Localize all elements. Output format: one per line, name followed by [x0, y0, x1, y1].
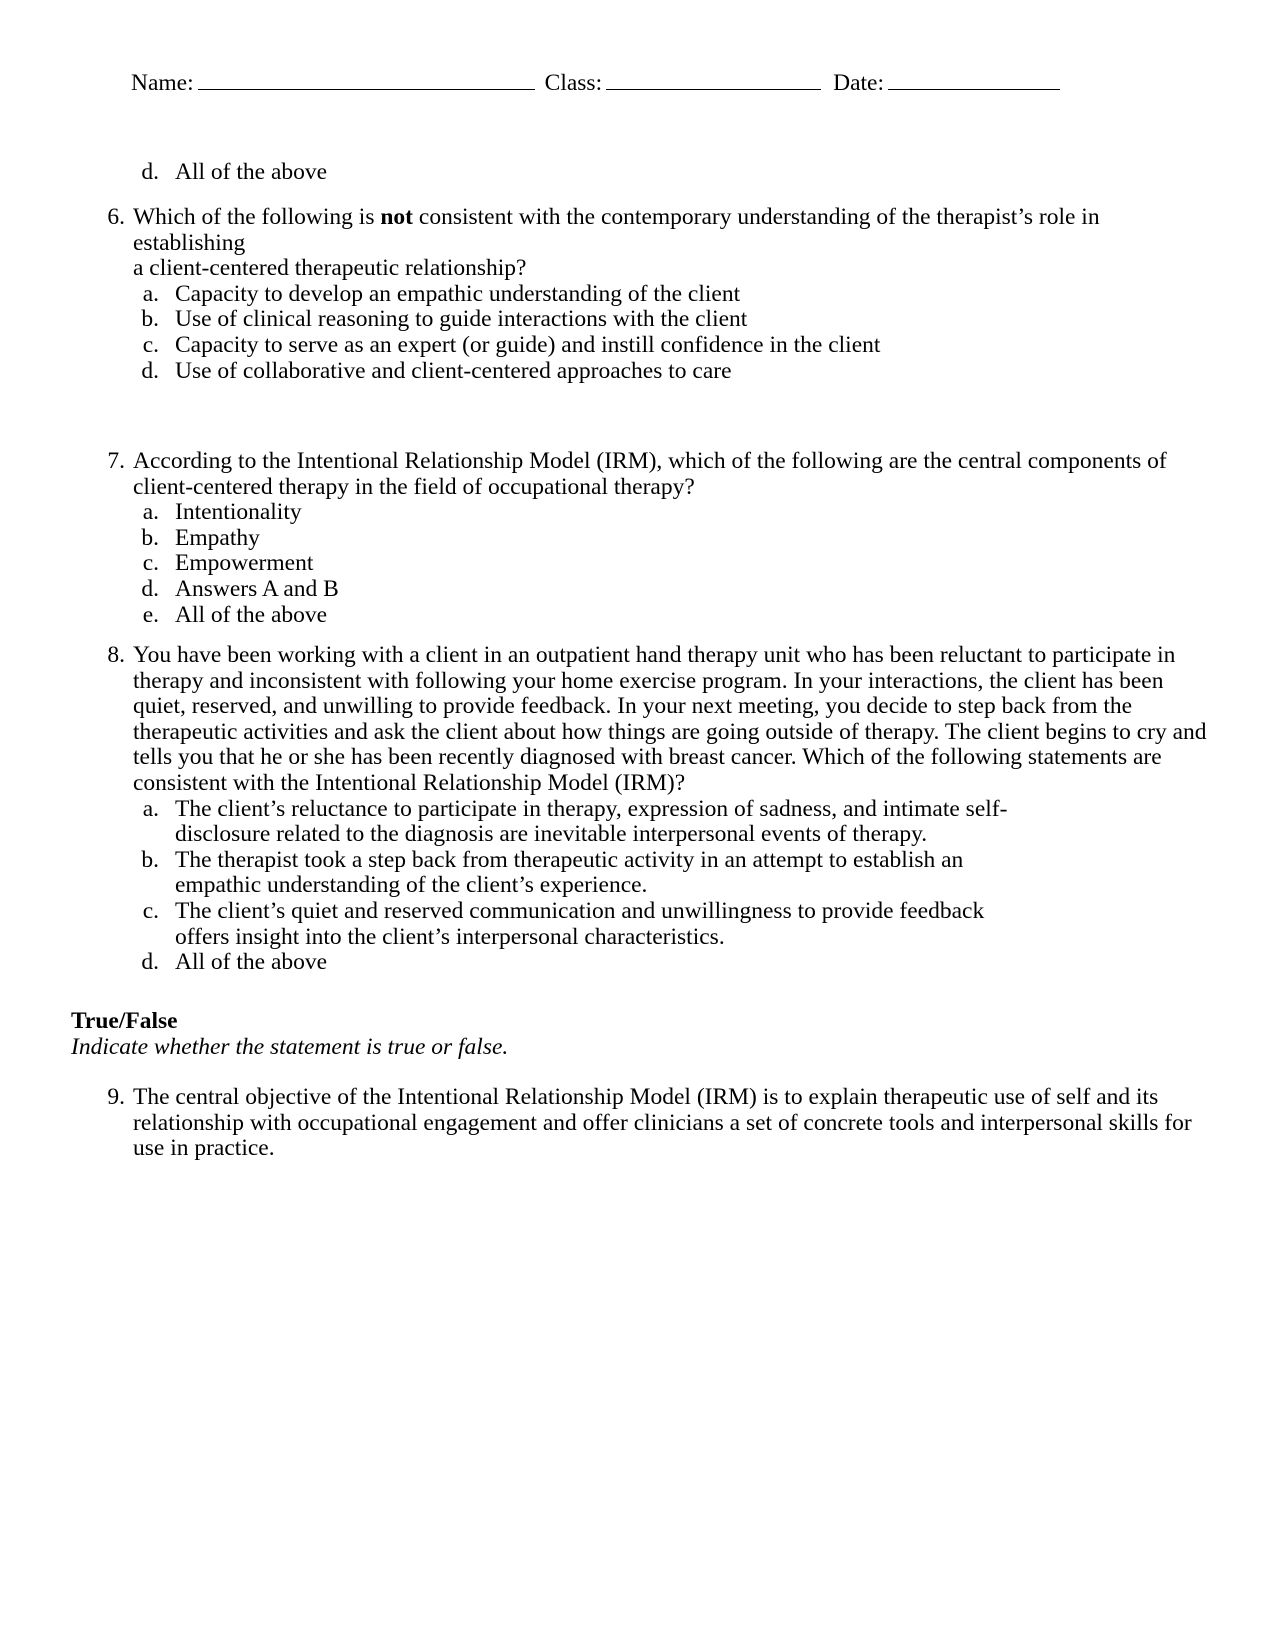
option-list	[133, 282, 1165, 384]
option-letter: e.	[142, 601, 159, 628]
option-letter: c.	[142, 550, 159, 577]
list-item[interactable]	[133, 500, 1155, 526]
option-text: Capacity to serve as an expert (or guide) and instill confidence in the client	[175, 331, 881, 358]
class-field	[545, 70, 821, 96]
option-list	[133, 500, 1165, 628]
list-item[interactable]	[133, 160, 1155, 186]
class-label: Class:	[544, 70, 603, 96]
question-stem-line-3: use in practice.	[133, 1135, 275, 1162]
list-item[interactable]	[133, 603, 1155, 629]
option-list	[133, 797, 1180, 976]
option-text: Use of collaborative and client-centered approaches to care	[175, 357, 732, 384]
question-7	[95, 449, 1165, 628]
option-letter: c.	[142, 897, 159, 924]
name-field	[131, 70, 535, 96]
list-item[interactable]	[133, 577, 1155, 603]
option-letter: d.	[141, 159, 159, 185]
section-heading-true-false: True/False	[71, 1008, 178, 1034]
list-item[interactable]	[133, 950, 1155, 976]
option-text: Empowerment	[175, 550, 314, 577]
orphan-option-block	[133, 160, 1145, 186]
list-item[interactable]	[133, 307, 1155, 333]
option-text: All of the above	[175, 601, 328, 628]
option-text-line-1: The client’s reluctance to participate in therapy, expression of sadness, and intimate self-	[175, 795, 1008, 822]
list-item[interactable]	[133, 848, 1155, 899]
question-stem	[95, 643, 1208, 797]
option-text: Use of clinical reasoning to guide interactions with the client	[175, 306, 748, 333]
option-letter: a.	[142, 795, 159, 822]
name-label: Name:	[131, 70, 194, 96]
question-stem-line-5: tells you that he or she has been recently diagnosed with breast cancer. Which of the following statements are	[133, 744, 1162, 771]
list-item[interactable]	[133, 282, 1155, 308]
option-letter: d.	[141, 357, 159, 384]
list-item[interactable]	[133, 797, 1155, 848]
stem-emphasis-not: not	[380, 204, 414, 230]
question-stem-line-4: therapeutic activities and ask the client about how things are going outside of therapy. The client begins to cry and	[133, 718, 1207, 745]
option-text: All of the above	[175, 949, 328, 976]
question-stem-line-1: The central objective of the Intentional Relationship Model (IRM) is to explain therapeutic use of self and its	[133, 1084, 1159, 1110]
name-blank-line[interactable]	[198, 70, 535, 90]
question-8	[95, 642, 1207, 976]
option-letter: d.	[141, 949, 159, 976]
question-stem-line-3: quiet, reserved, and unwilling to provide feedback. In your next meeting, you decide to step back from the	[133, 693, 1133, 720]
question-stem-line-2: relationship with occupational engagement and offer clinicians a set of concrete tools and interpersonal skills for	[133, 1109, 1192, 1136]
question-stem-line-1: You have been working with a client in an outpatient hand therapy unit who has been reluctant to participate in	[133, 642, 1176, 668]
question-stem	[95, 205, 1193, 282]
question-stem-line-1: According to the Intentional Relationship Model (IRM), which of the following are the central components of	[133, 448, 1167, 474]
option-letter: c.	[142, 331, 159, 358]
option-letter: a.	[142, 499, 159, 526]
option-text: Answers A and B	[175, 575, 339, 602]
option-text: Capacity to develop an empathic understanding of the client	[175, 280, 741, 307]
question-9	[95, 1084, 1192, 1162]
list-item[interactable]	[133, 359, 1155, 385]
option-text-line-2: empathic understanding of the client’s experience.	[175, 872, 648, 899]
question-number: 9.	[107, 1084, 125, 1110]
question-number: 8.	[107, 642, 125, 668]
question-stem-line-6: consistent with the Intentional Relationship Model (IRM)?	[133, 769, 686, 796]
option-letter: a.	[142, 280, 159, 307]
option-text-line-1: The client’s quiet and reserved communication and unwillingness to provide feedback	[175, 897, 985, 924]
question-6	[95, 205, 1165, 384]
section-instruction: Indicate whether the statement is true or false.	[71, 1034, 509, 1060]
option-letter: b.	[141, 524, 159, 551]
question-stem-line-2: a client-centered therapeutic relationship?	[133, 255, 527, 282]
list-item[interactable]	[133, 899, 1155, 950]
option-letter: b.	[141, 306, 159, 333]
option-text-line-1: The therapist took a step back from therapeutic activity in an attempt to establish an	[175, 846, 964, 873]
question-stem-line-1	[133, 205, 1193, 256]
list-item[interactable]	[133, 526, 1155, 552]
date-label: Date:	[833, 70, 884, 96]
question-number: 6.	[107, 204, 125, 230]
stem-part-post: consistent with the contemporary understanding of the therapist’s role in establishing	[133, 204, 1100, 256]
option-text: All of the above	[175, 159, 328, 185]
question-stem	[95, 449, 1193, 500]
question-stem	[95, 1085, 1208, 1162]
option-letter: b.	[141, 846, 159, 873]
option-text-line-2: disclosure related to the diagnosis are inevitable interpersonal events of therapy.	[175, 821, 928, 848]
option-text: Intentionality	[175, 499, 302, 526]
question-stem-line-2: client-centered therapy in the field of occupational therapy?	[133, 473, 695, 500]
list-item[interactable]	[133, 333, 1155, 359]
stem-part-pre: Which of the following is	[133, 204, 381, 230]
option-text-line-2: offers insight into the client’s interpersonal characteristics.	[175, 923, 725, 950]
class-blank-line[interactable]	[606, 70, 821, 90]
option-letter: d.	[141, 575, 159, 602]
question-number: 7.	[107, 448, 125, 474]
date-field	[833, 70, 1060, 96]
student-info-header	[131, 70, 1061, 96]
question-stem-line-2: therapy and inconsistent with following your home exercise program. In your interactions, the client has been	[133, 667, 1164, 694]
option-list	[133, 160, 1145, 186]
option-text: Empathy	[175, 524, 260, 551]
list-item[interactable]	[133, 551, 1155, 577]
date-blank-line[interactable]	[888, 70, 1060, 90]
